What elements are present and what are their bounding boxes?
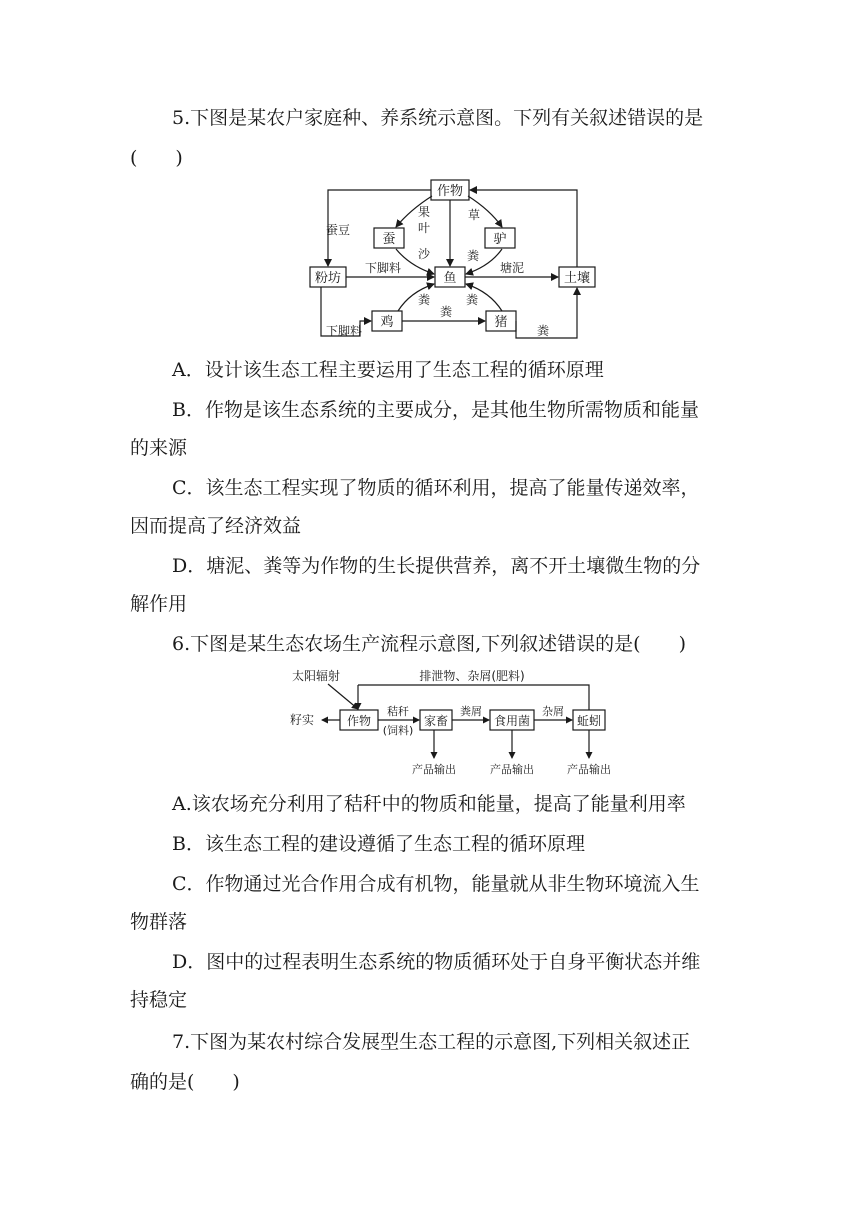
q5-label-tangni: 塘泥 [499,261,525,275]
q6-seed: 籽实 [289,713,315,727]
q5-node-silkworm: 蚕 [382,232,396,247]
q6-feed: (饲料) [382,724,414,737]
q5-option-c-line1: C．该生态工程实现了物质的循环利用，提高了能量传递效率， [172,477,700,499]
q5-node-chicken: 鸡 [380,315,394,330]
q6-option-d-line1: D．图中的过程表明生态系统的物质循环处于自身平衡状态并维 [172,951,701,973]
q6-output-3: 产品输出 [567,763,611,776]
q5-label-fen-chicken: 粪 [417,293,431,307]
q5-label-ye: 叶 [417,221,431,235]
q6-option-d-line2: 持稳定 [130,989,188,1011]
q5-label-cao: 草 [467,208,481,222]
q6-debris: 杂屑 [542,705,564,718]
q5-option-d-line1: D．塘泥、粪等为作物的生长提供营养，离不开土壤微生物的分 [172,555,701,577]
q5-stem-line2: ( ) [130,147,183,169]
q6-option-c-line1: C．作物通过光合作用合成有机物，能量就从非生物环境流入生 [172,873,700,895]
q6-output-1: 产品输出 [412,763,456,776]
q6-option-b: B．该生态工程的建设遵循了生态工程的循环原理 [172,833,585,855]
q5-option-b-line1: B．作物是该生态系统的主要成分，是其他生物所需物质和能量 [172,399,699,421]
q5-label-fen-bottom: 粪 [536,324,550,338]
q5-label-guo: 果 [417,205,431,219]
q6-dung: 粪屑 [460,705,482,718]
q6-straw: 秸秆 [387,705,409,718]
q6-output-2: 产品输出 [490,763,534,776]
q6-option-c-line2: 物群落 [130,911,188,933]
q5-label-fen-donkey: 粪 [466,249,480,263]
q5-option-c-line2: 因而提高了经济效益 [130,515,302,537]
q5-option-a: A．设计该生态工程主要运用了生态工程的循环原理 [172,359,604,381]
q5-node-mill: 粉坊 [314,271,342,286]
q6-node-fungus: 食用菌 [493,714,531,728]
q6-sun: 太阳辐射 [291,669,341,683]
q5-diagram [300,178,600,340]
q5-label-candou: 蚕豆 [325,223,351,237]
q5-option-d-line2: 解作用 [130,593,188,615]
q5-node-donkey: 驴 [493,232,507,247]
q5-label-sha: 沙 [417,247,431,261]
q7-stem-line1: 7.下图为某农村综合发展型生态工程的示意图,下列相关叙述正 [172,1031,691,1053]
q5-label-fen-pig: 粪 [465,293,479,307]
q6-node-earthworm: 蚯蚓 [576,714,602,728]
q7-stem-line2: 确的是( ) [130,1071,240,1093]
q6-option-a: A.该农场充分利用了秸秆中的物质和能量，提高了能量利用率 [172,793,686,815]
q5-stem-line1: 5.下图是某农户家庭种、养系统示意图。下列有关叙述错误的是 [172,107,704,129]
q6-top-label: 排泄物、杂屑(肥料) [419,669,525,683]
q5-option-b-line2: 的来源 [130,437,188,459]
q5-node-pig: 猪 [494,315,508,330]
q5-label-xiajiaoliao-top: 下脚料 [364,261,402,275]
q5-label-xiajiaoliao-bottom: 下脚料 [325,324,363,338]
q6-stem: 6.下图是某生态农场生产流程示意图,下列叙述错误的是( ) [172,633,686,655]
q5-node-soil: 土壤 [563,271,591,286]
q5-label-fen-middle: 粪 [439,305,453,319]
q6-diagram [284,666,644,778]
q6-node-crop: 作物 [346,714,372,728]
q5-node-crop: 作物 [436,184,464,199]
q6-node-livestock: 家畜 [423,714,449,728]
q5-node-fish: 鱼 [443,271,457,286]
